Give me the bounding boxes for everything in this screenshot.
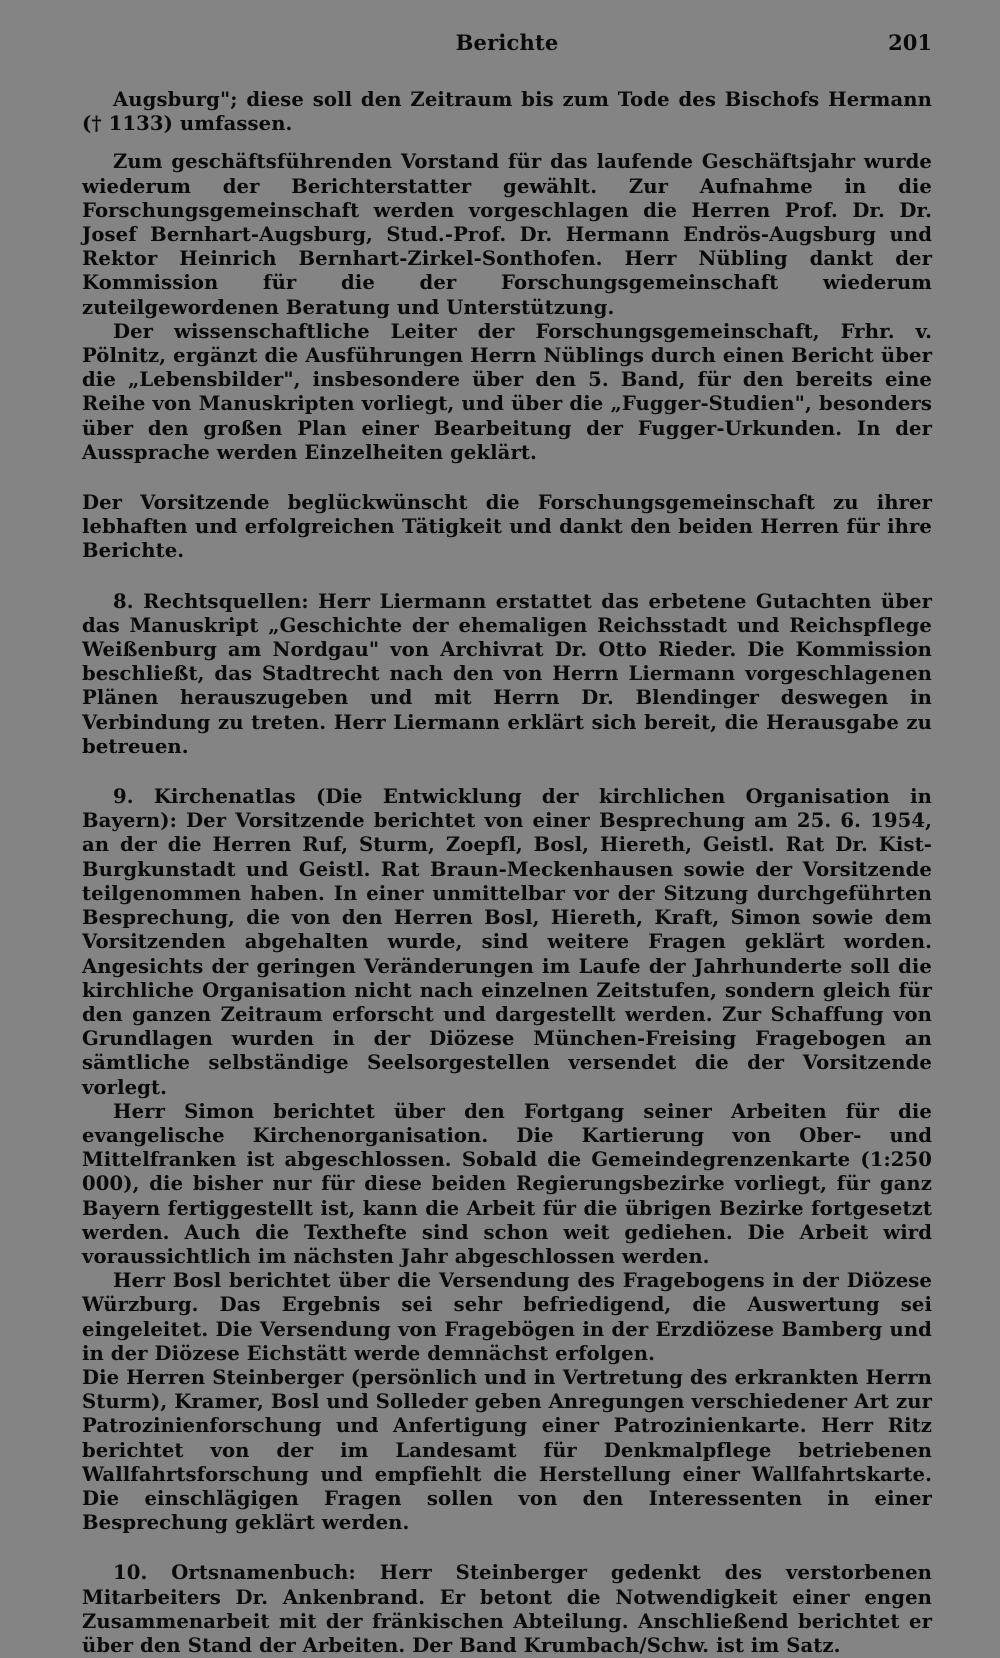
paragraph-vorstand: Zum geschäftsführenden Vorstand für das laufende Geschäftsjahr wurde wiederum der Berichterstatter gewählt. Zur Aufnahme in die Forschungsgemeinschaft werden vorgeschlagen die Herren Prof. Dr. Dr. Josef Bernhart-Augsburg, Stud.-Prof. Dr. Hermann Endrös-Augsburg und Rektor Heinrich Bernhart-Zirkel-Sonthofen. Herr Nübling dankt der Kommission für die der Forschungsgemeinschaft wiederum zuteilgewordenen Beratung und Unterstützung. — [82, 150, 932, 319]
paragraph-simon-report: Herr Simon berichtet über den Fortgang seiner Arbeiten für die evangelische Kirchenorganisation. Die Kartierung von Ober- und Mittelfranken ist abgeschlossen. Sobald die Gemeindegrenzenkarte (1:250 000), die bisher nur für diese beiden Regierungsbezirke vorliegt, für ganz Bayern fertiggestellt ist, kann die Arbeit für die übrigen Bezirke fortgesetzt werden. Auch die Texthefte sind schon weit gediehen. Die Arbeit wird voraussichtlich im nächsten Jahr abgeschlossen werden. — [82, 1099, 932, 1268]
page-number: 201 — [888, 30, 932, 55]
paragraph-rechtsquellen: 8. Rechtsquellen: Herr Liermann erstattet das erbetene Gutachten über das Manuskript „Geschichte der ehemaligen Reichsstadt und Reichspflege Weißenburg am Nordgau" von Archivrat Dr. Otto Rieder. Die Kommission beschließt, das Stadtrecht nach den von Herrn Liermann vorgeschlagenen Plänen herauszugeben und mit Herrn Dr. Blendinger deswegen in Verbindung zu treten. Herr Liermann erklärt sich bereit, die Herausgabe zu betreuen. — [82, 589, 932, 758]
running-title: Berichte — [455, 30, 559, 55]
paragraph-continuation: Augsburg"; diese soll den Zeitraum bis zum Tode des Bischofs Hermann († 1133) umfassen. — [82, 88, 932, 136]
paragraph-ortsnamenbuch: 10. Ortsnamenbuch: Herr Steinberger gedenkt des verstorbenen Mitarbeiters Dr. Ankenbrand. Er betont die Notwendigkeit einer engen Zusammenarbeit mit der fränkischen Abteilung. Anschließend berichtet er über den Stand der Arbeiten. Der Band Krumbach/Schw. ist im Satz. — [82, 1561, 932, 1657]
paragraph-poelnitz-report: Der wissenschaftliche Leiter der Forschungsgemeinschaft, Frhr. v. Pölnitz, ergänzt die Ausführungen Herrn Nüblings durch einen Bericht über die „Lebensbilder", insbesondere über den 5. Band, für den bereits eine Reihe von Manuskripten vorliegt, und über die „Fugger-Studien", besonders über den großen Plan einer Bearbeitung der Fugger-Urkunden. In der Aussprache werden Einzelheiten geklärt. — [82, 319, 932, 464]
paragraph-kirchenatlas: 9. Kirchenatlas (Die Entwicklung der kirchlichen Organisation in Bayern): Der Vorsitzende berichtet von einer Besprechung am 25. 6. 1954, an der die Herren Ruf, Sturm, Zoepfl, Bosl, Hiereth, Geistl. Rat Dr. Kist-Burgkunstadt und Geistl. Rat Braun-Meckenhausen sowie der Vorsitzende teilgenommen haben. In einer unmittelbar vor der Sitzung durchgeführten Besprechung, die von den Herren Bosl, Hiereth, Kraft, Simon sowie dem Vorsitzenden abgehalten wurde, sind weitere Fragen geklärt worden. Angesichts der geringen Veränderungen im Laufe der Jahrhunderte soll die kirchliche Organisation nicht nach einzelnen Zeitstufen, sondern gleich für den ganzen Zeitraum erforscht und dargestellt werden. Zur Schaffung von Grundlagen wurden in der Diözese München-Freising Fragebogen an sämtliche selbständige Seelsorgestellen versendet die der Vorsitzende vorlegt. — [82, 785, 932, 1099]
body-text — [82, 88, 932, 1658]
running-head — [82, 30, 932, 60]
paragraph-patrozinien: Die Herren Steinberger (persönlich und in Vertretung des erkrankten Herrn Sturm), Kramer, Bosl und Solleder geben Anregungen verschiedener Art zur Patrozinienforschung und Anfertigung einer Patrozinienkarte. Herr Ritz berichtet von der im Landesamt für Denkmalpflege betriebenen Wallfahrtsforschung und empfiehlt die Herstellung einer Wallfahrtskarte. Die einschlägigen Fragen sollen von den Interessenten in einer Besprechung geklärt werden. — [82, 1365, 932, 1535]
paragraph-bosl-report: Herr Bosl berichtet über die Versendung des Fragebogens in der Diözese Würzburg. Das Ergebnis sei sehr befriedigend, die Auswertung sei eingeleitet. Die Versendung von Fragebögen in der Erzdiözese Bamberg und in der Diözese Eichstätt werde demnächst erfolgen. — [82, 1269, 932, 1365]
paragraph-congratulation: Der Vorsitzende beglückwünscht die Forschungsgemeinschaft zu ihrer lebhaften und erfolgreichen Tätigkeit und dankt den beiden Herren für ihre Berichte. — [82, 491, 932, 563]
